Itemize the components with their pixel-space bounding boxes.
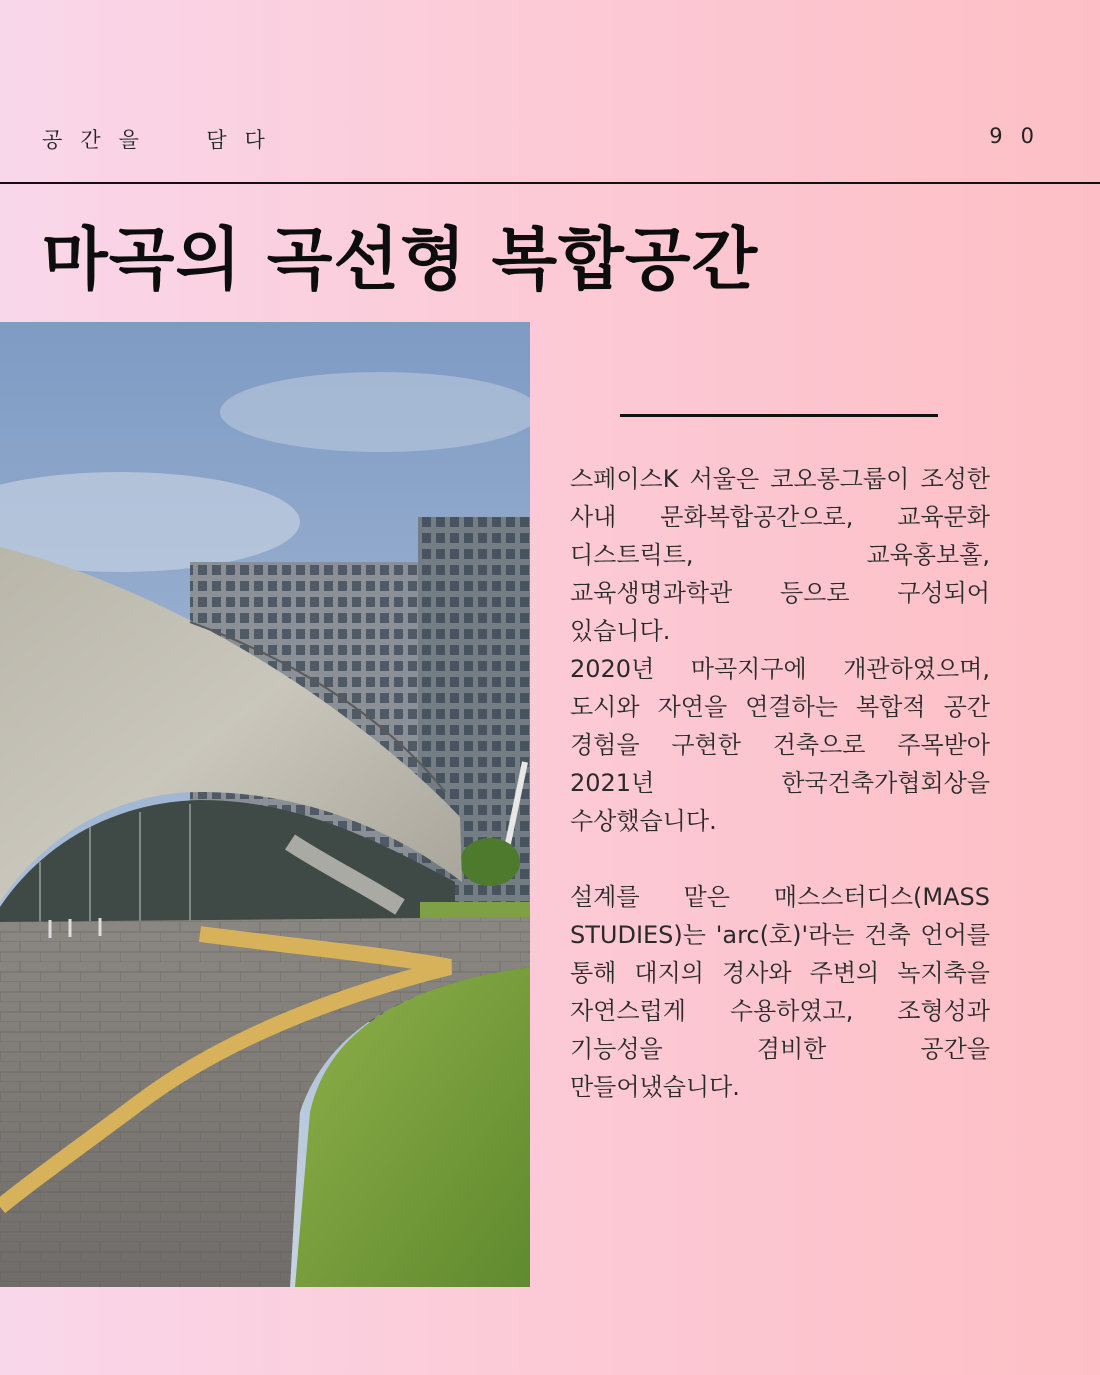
header-divider: [0, 182, 1100, 184]
building-illustration: [0, 322, 530, 1287]
page-title: 마곡의 곡선형 복합공간: [42, 221, 759, 300]
text-divider: [620, 414, 938, 417]
paragraph-3: 설계를 맡은 매스스터디스(MASS STUDIES)는 'arc(호)'라는 건축 언어를 통해 대지의 경사와 주변의 녹지축을 자연스럽게 수용하였고, 조형성과 기능성을 겸비한 공간을 만들어냈습니다.: [570, 883, 990, 1101]
paragraph-2: 2020년 마곡지구에 개관하였으며, 도시와 자연을 연결하는 복합적 공간 경험을 구현한 건축으로 주목받아 2021년 한국건축가협회상을 수상했습니다.: [570, 655, 990, 835]
page-number: 90: [989, 124, 1052, 148]
building-photo: [0, 322, 530, 1287]
series-label: 공간을 담다: [42, 128, 283, 152]
paragraph-1: 스페이스K 서울은 코오롱그룹이 조성한 사내 문화복합공간으로, 교육문화 디스트릭트, 교육홍보홀, 교육생명과학관 등으로 구성되어 있습니다.: [570, 465, 990, 645]
article-body: [570, 460, 990, 1106]
